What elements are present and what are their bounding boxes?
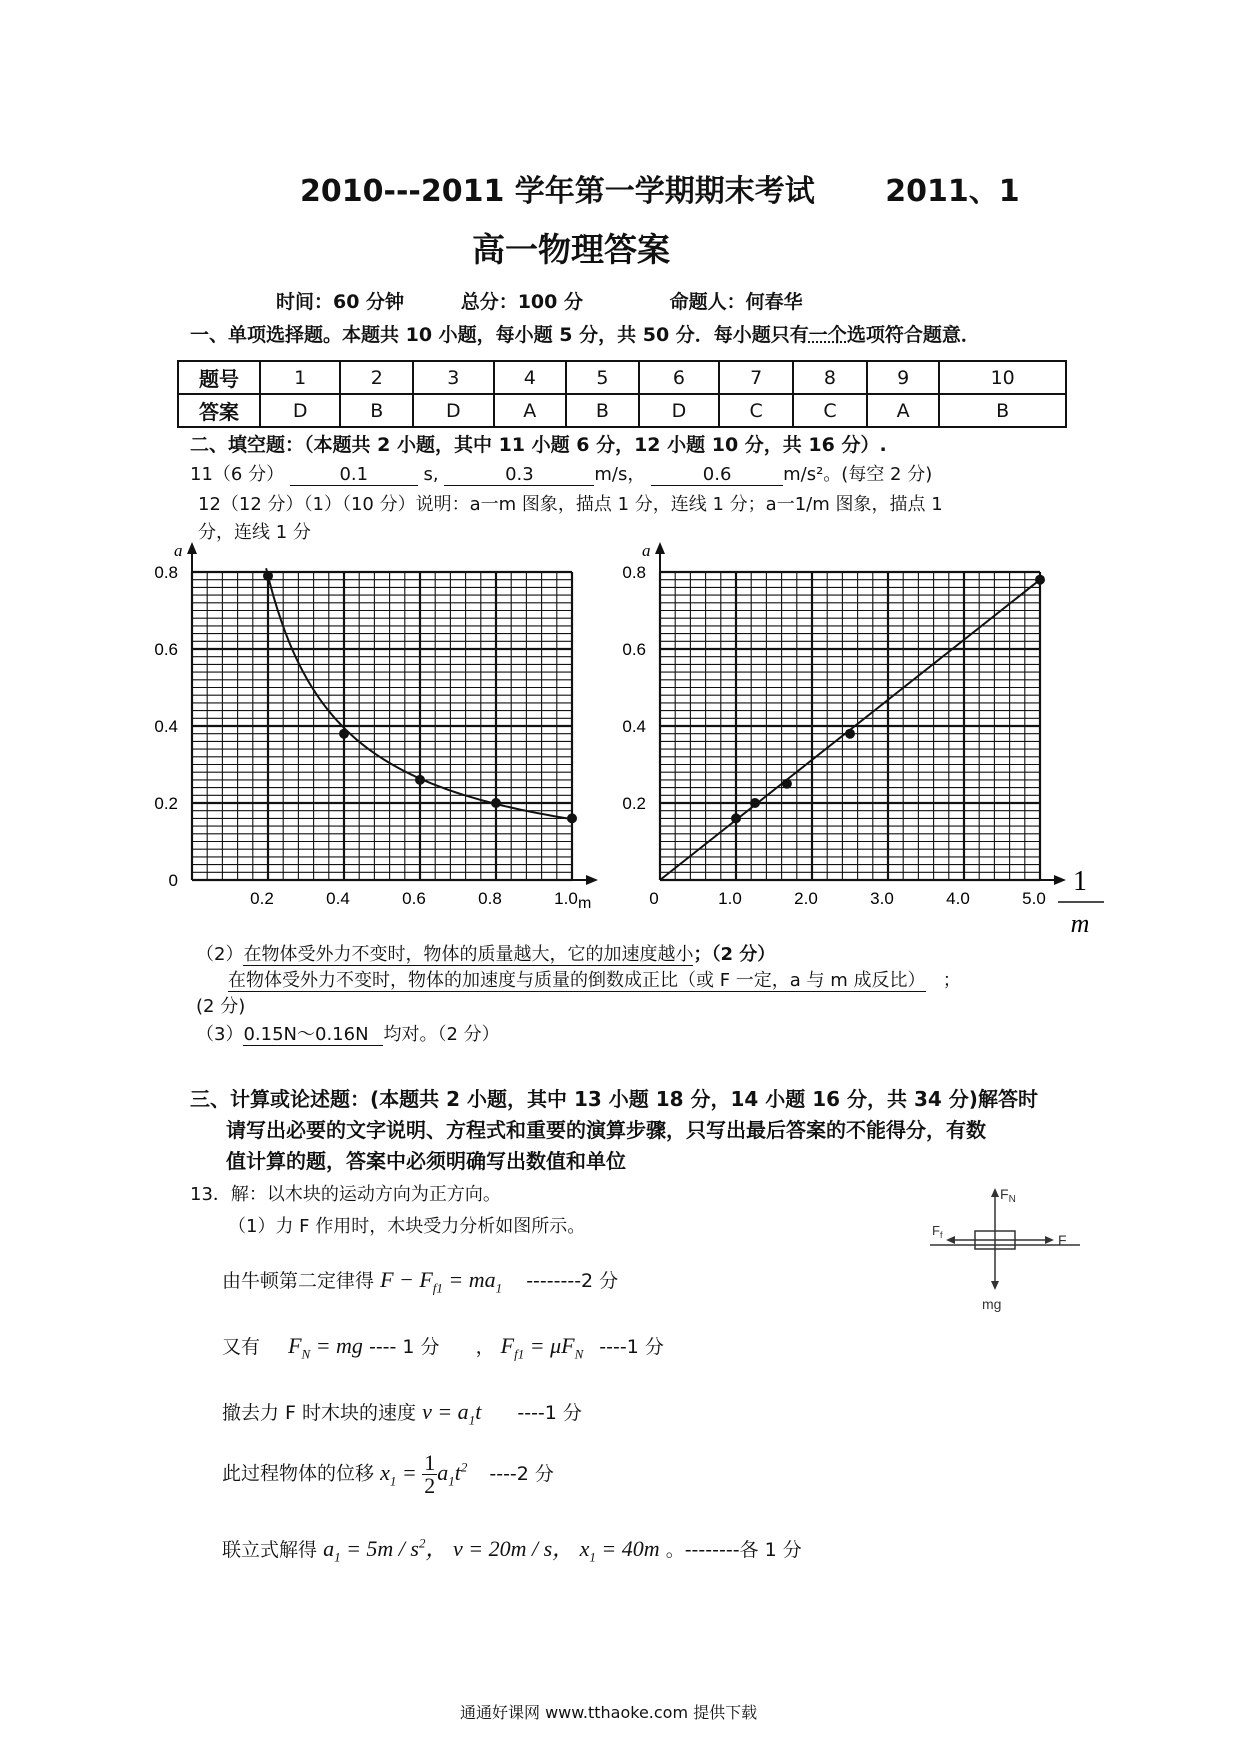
x-tick-label: 0.8 <box>478 889 502 908</box>
equation-5 <box>222 1532 802 1565</box>
q11-unit-1: s, <box>423 464 439 485</box>
section3-heading-2: 请写出必要的文字说明、方程式和重要的演算步骤，只写出最后答案的不能得分，有数 <box>226 1118 986 1142</box>
q12-part2-prefix: （2） <box>196 944 244 965</box>
y-axis-label: a <box>642 541 651 560</box>
data-point <box>491 798 501 808</box>
data-point <box>567 813 577 823</box>
table-cell: C <box>719 394 793 427</box>
table-cell: D <box>260 394 340 427</box>
y-tick-label: 0.2 <box>622 794 646 813</box>
table-cell: 5 <box>566 361 639 394</box>
q12-part3-answer: 0.15N～0.16N <box>243 1026 383 1046</box>
x-axis-label-den: m <box>1070 909 1090 938</box>
gravity-arrowhead <box>991 1281 999 1290</box>
table-cell: D <box>639 394 719 427</box>
chart-a-vs-inverse-m <box>600 530 1090 938</box>
force-diagram <box>930 1185 1080 1315</box>
x-tick-label: 0.6 <box>402 889 426 908</box>
q12-part2-end: ； <box>942 970 961 991</box>
q12-part2-score-b: (2 分) <box>196 996 246 1017</box>
data-point <box>1035 575 1045 585</box>
q13-line-2: （1）力 F 作用时，木块受力分析如图所示。 <box>228 1216 586 1237</box>
q12-part2-answer-a: 在物体受外力不变时，物体的质量越大，它的加速度越小 <box>243 944 694 965</box>
exam-meta <box>276 287 803 314</box>
table-cell: 2 <box>340 361 413 394</box>
exam-title <box>300 166 1020 210</box>
eq3-formula: $v = a_1t$ <box>422 1399 482 1428</box>
y-tick-label: 0.2 <box>154 794 178 813</box>
x-tick-label: 1.0 <box>718 889 742 908</box>
data-point <box>415 775 425 785</box>
exam-title-text: 2010---2011 学年第一学期期末考试 <box>300 174 815 209</box>
section3-heading-1: 三、计算或论述题：(本题共 2 小题，其中 13 小题 18 分，14 小题 16 分，共 34 分)解答时 <box>190 1087 1038 1111</box>
table-cell: 10 <box>939 361 1066 394</box>
equation-1 <box>222 1266 618 1296</box>
eq5-text: 联立式解得 <box>222 1539 318 1561</box>
table-cell: A <box>867 394 939 427</box>
label-f: F <box>1058 1232 1067 1248</box>
table-cell: 6 <box>639 361 719 394</box>
y-tick-label: 0.8 <box>622 563 646 582</box>
data-point <box>339 729 349 739</box>
q12-part2-answer-b: 在物体受外力不变时，物体的加速度与质量的倒数成正比（或 F 一定，a 与 m 成反比） <box>228 970 926 991</box>
table-cell: B <box>939 394 1066 427</box>
q12-part2-score-a: ；（2 分） <box>693 944 776 965</box>
x-tick-label: 5.0 <box>1022 889 1046 908</box>
label-ff: $F_f$ <box>932 1223 943 1240</box>
x-axis-arrow <box>586 875 598 885</box>
x-tick-label: 3.0 <box>870 889 894 908</box>
meta-total: 总分：100 分 <box>460 291 583 313</box>
normal-force-arrowhead <box>991 1188 999 1197</box>
x-tick-label: 0.4 <box>326 889 350 908</box>
q11-answer-2: 0.3 <box>444 466 594 486</box>
data-point <box>782 779 792 789</box>
eq1-text: 由牛顿第二定律得 <box>222 1270 375 1292</box>
y-tick-label: 0.8 <box>154 563 178 582</box>
section1-heading-end: 选项符合题意． <box>846 324 980 346</box>
eq5-formula: $a_1 = 5m / s^2$， v = 20m / s， $x_1 = 40m$ <box>323 1535 660 1565</box>
row-label: 题号 <box>178 361 260 394</box>
table-cell: C <box>793 394 867 427</box>
x-tick-label: 0.2 <box>250 889 274 908</box>
eq4-score: ----2 分 <box>489 1462 554 1485</box>
equation-2: 又有 $F_N$ = mg ---- 1 分 ， $F_{f1} = \mu F_N$ ----1 分 <box>222 1333 664 1362</box>
q11-line <box>190 460 932 486</box>
eq2-score-a: ---- 1 分 <box>368 1336 440 1358</box>
eq4-formula: $x_1$ = $\frac{1}{2}$ $a_1t^2$ <box>380 1450 468 1498</box>
x-axis-label: m <box>578 895 592 912</box>
data-point <box>845 729 855 739</box>
table-cell: 4 <box>494 361 566 394</box>
q12-part3-suffix: 均对。（2 分） <box>383 1024 500 1045</box>
eq2-formula-b: $F_{f1} = \mu F_N$ <box>500 1333 584 1362</box>
eq3-score: ----1 分 <box>517 1402 582 1424</box>
table-cell: 9 <box>867 361 939 394</box>
q12-part3 <box>196 1020 500 1046</box>
meta-time: 时间：60 分钟 <box>276 291 405 313</box>
y-tick-label: 0.4 <box>622 717 646 736</box>
label-mg: mg <box>982 1296 1002 1312</box>
table-cell: 8 <box>793 361 867 394</box>
y-tick-label: 0.4 <box>154 717 178 736</box>
eq1-score: --------2 分 <box>526 1270 619 1292</box>
table-cell: B <box>340 394 413 427</box>
section3-heading-3: 值计算的题，答案中必须明确写出数值和单位 <box>226 1149 626 1173</box>
answer-table <box>177 360 1067 428</box>
q11-answer-3: 0.6 <box>651 466 783 486</box>
y-tick-label: 0.6 <box>154 640 178 659</box>
q12-part2-a <box>196 940 775 966</box>
meta-author: 命题人：何春华 <box>669 291 803 313</box>
q12-line-2: 分，连线 1 分 <box>198 522 311 543</box>
table-cell: 3 <box>413 361 493 394</box>
q11-unit-2: m/s， <box>594 464 646 485</box>
row-label: 答案 <box>178 394 260 427</box>
x-tick-label: 1.0 <box>554 889 578 908</box>
table-cell: A <box>494 394 566 427</box>
chart-a-vs-m <box>140 530 592 912</box>
y-axis-arrow <box>187 542 197 554</box>
q12-line-1: 12（12 分）（1）（10 分）说明：a一m 图象，描点 1 分，连线 1 分；a一1/m 图象，描点 1 <box>198 494 943 515</box>
applied-force-arrowhead <box>1045 1236 1054 1244</box>
exam-date: 2011、1 <box>885 174 1020 209</box>
section1-heading-text: 一、单项选择题。本题共 10 小题，每小题 5 分，共 50 分．每小题只有 <box>190 324 809 346</box>
section1-heading-emph: 一个 <box>808 324 847 346</box>
y-tick-label: 0 <box>168 871 178 890</box>
data-point <box>731 813 741 823</box>
data-point <box>263 571 273 581</box>
table-row <box>178 361 1066 394</box>
friction-arrowhead <box>946 1236 955 1244</box>
table-cell: D <box>413 394 493 427</box>
eq4-text: 此过程物体的位移 <box>222 1462 375 1485</box>
data-point <box>750 798 760 808</box>
equation-3 <box>222 1398 582 1428</box>
y-axis-arrow <box>655 542 665 554</box>
q11-unit-3: m/s²。(每空 2 分) <box>783 464 933 485</box>
footer-text: 通通好课网 www.tthaoke.com 提供下载 <box>460 1703 758 1722</box>
page-title: 高一物理答案 <box>472 230 670 269</box>
x-axis-label-num: 1 <box>1073 866 1087 897</box>
x-axis-arrow <box>1054 875 1066 885</box>
x-tick-label: 2.0 <box>794 889 818 908</box>
table-cell: B <box>566 394 639 427</box>
table-cell: 1 <box>260 361 340 394</box>
y-axis-label: a <box>174 541 183 560</box>
x-tick-label: 0 <box>649 889 659 908</box>
eq2-score-b: ----1 分 <box>599 1336 664 1358</box>
table-row <box>178 394 1066 427</box>
eq3-text: 撤去力 F 时木块的速度 <box>222 1402 417 1424</box>
eq1-formula: $F - F_{f1} = ma_1$ <box>380 1267 503 1296</box>
section2-heading: 二、填空题：（本题共 2 小题，其中 11 小题 6 分，12 小题 10 分，共 16 分）. <box>190 434 887 456</box>
q13-line-1: 13．解：以木块的运动方向为正方向。 <box>190 1184 501 1205</box>
q11-answer-1: 0.1 <box>290 466 418 486</box>
eq2-formula-a: $F_N$ = mg <box>288 1333 363 1362</box>
equation-4 <box>222 1452 554 1497</box>
q11-prefix: 11（6 分） <box>190 464 285 485</box>
x-tick-label: 4.0 <box>946 889 970 908</box>
eq5-score: 。--------各 1 分 <box>665 1539 802 1561</box>
y-tick-label: 0.6 <box>622 640 646 659</box>
label-fn: $F_N$ <box>1000 1186 1016 1205</box>
q12-part2-b <box>228 966 961 992</box>
section1-heading <box>190 320 980 347</box>
table-cell: 7 <box>719 361 793 394</box>
eq2-text: 又有 <box>222 1336 261 1358</box>
q12-part3-prefix: （3） <box>196 1024 244 1045</box>
